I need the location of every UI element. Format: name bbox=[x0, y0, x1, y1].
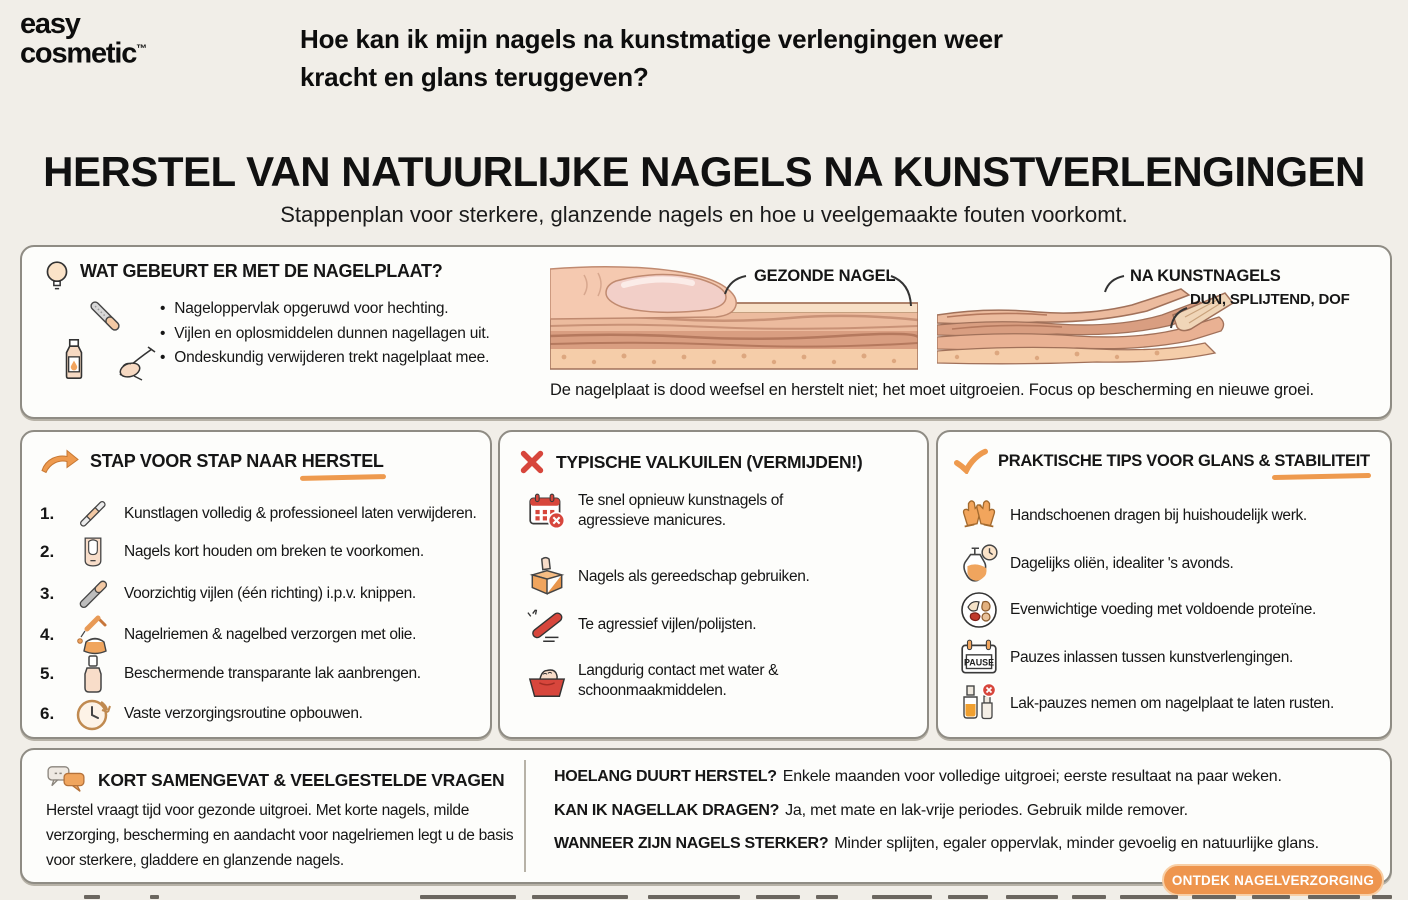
tips-section bbox=[936, 430, 1392, 739]
step-item bbox=[40, 694, 363, 734]
step-item bbox=[40, 614, 416, 656]
faq-line bbox=[554, 802, 1188, 820]
pitfall-item bbox=[526, 490, 830, 532]
nailplate-bullet: • Vijlen en oplosmiddelen dunnen nagellagen uit. bbox=[160, 322, 490, 347]
faq-line bbox=[554, 768, 1282, 786]
oil-dropper-jar-icon bbox=[72, 614, 114, 656]
polish-break-icon bbox=[958, 682, 1000, 726]
healthy-nail-label: GEZONDE NAGEL bbox=[754, 267, 896, 285]
gloves-icon bbox=[958, 496, 1000, 536]
step-text: Vaste verzorgingsroutine opbouwen. bbox=[124, 705, 363, 722]
pitfalls-section bbox=[498, 430, 929, 739]
step-text: Voorzichtig vijlen (één richting) i.p.v. knippen. bbox=[124, 585, 416, 602]
step-number: 4. bbox=[40, 625, 55, 644]
steps-title: STAP VOOR STAP NAAR HERSTEL bbox=[90, 451, 384, 471]
faq-answer: Ja, met mate en lak-vrije periodes. Gebruik milde remover. bbox=[785, 802, 1188, 819]
connector-line-icon bbox=[722, 273, 748, 297]
brand-logo-line2: cosmetic bbox=[20, 37, 137, 70]
nailplate-title: WAT GEBEURT ER MET DE NAGELPLAAT? bbox=[80, 261, 443, 281]
summary-body: Herstel vraagt tijd voor gezonde uitgroei. Met korte nagels, milde verzorging, bescherming en aandacht voor nagelriemen legt u de basis voor sterkere, gladdere en glanzende nagels. bbox=[46, 802, 514, 869]
step-text: Beschermende transparante lak aanbrengen. bbox=[124, 665, 421, 682]
cuticle-pusher-icon bbox=[72, 494, 114, 534]
discover-nailcare-button[interactable]: ONTDEK NAGELVERZORGING bbox=[1162, 864, 1384, 896]
summary-title: KORT SAMENGEVAT & VEELGESTELDE VRAGEN bbox=[98, 769, 505, 790]
faq-question: WANNEER ZIJN NAGELS STERKER? bbox=[554, 835, 829, 852]
pitfall-text: Nagels als gereedschap gebruiken. bbox=[578, 568, 810, 585]
pause-calendar-icon bbox=[958, 637, 1000, 679]
svg-text:PAUSE: PAUSE bbox=[963, 657, 995, 668]
pitfall-item bbox=[526, 660, 830, 702]
step-number: 3. bbox=[40, 584, 55, 603]
tip-item bbox=[958, 590, 1316, 630]
tip-text: Lak-pauzes nemen om nagelplaat te laten rusten. bbox=[1010, 695, 1334, 712]
step-number: 5. bbox=[40, 664, 55, 683]
connector-line-icon bbox=[1102, 273, 1126, 295]
hand-in-box-icon bbox=[526, 556, 568, 598]
solvent-bottle-icon bbox=[58, 337, 90, 381]
pitfall-text: Te agressief vijlen/polijsten. bbox=[578, 616, 757, 633]
tip-text: Handschoenen dragen bij huishoudelijk werk. bbox=[1010, 507, 1307, 524]
red-x-icon bbox=[518, 448, 546, 476]
nail-file-icon bbox=[72, 574, 114, 614]
step-item bbox=[40, 574, 416, 614]
lightbulb-icon bbox=[44, 259, 70, 295]
pitfalls-title: TYPISCHE VALKUILEN (VERMIJDEN!) bbox=[556, 451, 863, 472]
header-question bbox=[300, 20, 1003, 96]
tip-text: Dagelijks oliën, idealiter 's avonds. bbox=[1010, 555, 1234, 572]
step-item bbox=[40, 534, 424, 570]
pitfall-text: Te snel opnieuw kunstnagels of agressieve manicures. bbox=[578, 492, 783, 529]
nailplate-section bbox=[20, 245, 1392, 419]
page-subtitle: Stappenplan voor sterkere, glanzende nagels en hoe u veelgemaakte fouten voorkomt. bbox=[280, 202, 1128, 227]
summary-section bbox=[20, 748, 1392, 888]
vertical-divider bbox=[524, 760, 526, 872]
tips-title: PRAKTISCHE TIPS VOOR GLANS & STABILITEIT bbox=[998, 451, 1370, 470]
check-icon bbox=[954, 448, 988, 474]
step-item bbox=[40, 494, 476, 534]
connector-line-icon bbox=[888, 273, 914, 309]
step-number: 1. bbox=[40, 504, 55, 523]
connector-line-icon bbox=[1168, 305, 1190, 331]
step-text: Kunstlagen volledig & professioneel laten verwijderen. bbox=[124, 505, 477, 522]
nail-file-icon bbox=[82, 293, 128, 339]
after-artificial-sublabel: DUN, SPLIJTEND, DOF bbox=[1190, 291, 1350, 308]
tip-item bbox=[958, 682, 1334, 726]
calendar-x-icon bbox=[526, 490, 568, 532]
faq-line bbox=[554, 835, 1319, 853]
hand-in-water-icon bbox=[526, 660, 568, 702]
nailplate-caption: De nagelplaat is dood weefsel en herstelt niet; het moet uitgroeien. Focus op bescherming en nieuwe groei. bbox=[550, 381, 1314, 399]
nailplate-bullet: • Ondeskundig verwijderen trekt nagelplaat mee. bbox=[160, 346, 490, 371]
step-text: Nagels kort houden om breken te voorkomen. bbox=[124, 543, 424, 560]
food-plate-icon bbox=[958, 590, 1000, 630]
oil-bottle-clock-icon bbox=[958, 543, 1000, 585]
after-artificial-label: NA KUNSTNAGELS bbox=[1130, 267, 1281, 285]
pitfall-item bbox=[526, 604, 756, 646]
pitfall-item bbox=[526, 556, 809, 598]
step-item bbox=[40, 654, 421, 694]
header-question-line1: Hoe kan ik mijn nagels na kunstmatige verlengingen weer bbox=[300, 24, 1003, 54]
faq-answer: Enkele maanden voor volledige uitgroei; eerste resultaat na paar weken. bbox=[782, 768, 1282, 785]
tip-item bbox=[958, 496, 1307, 536]
faq-answer: Minder splijten, egaler oppervlak, minder gevoelig en natuurlijke glans. bbox=[834, 835, 1319, 852]
short-nail-icon bbox=[72, 534, 114, 570]
pitfall-text: Langdurig contact met water & schoonmaakmiddelen. bbox=[578, 662, 779, 699]
tip-item bbox=[958, 637, 1293, 679]
brand-logo bbox=[20, 8, 148, 70]
cuticle-hand-icon bbox=[114, 343, 158, 383]
arrow-icon bbox=[40, 448, 80, 475]
faq-question: HOELANG DUURT HERSTEL? bbox=[554, 768, 777, 785]
tip-text: Pauzes inlassen tussen kunstverlengingen. bbox=[1010, 649, 1293, 666]
trademark-symbol: ™ bbox=[136, 43, 148, 55]
clear-polish-icon bbox=[72, 654, 114, 694]
step-text: Nagelriemen & nagelbed verzorgen met olie. bbox=[124, 626, 417, 643]
tip-item bbox=[958, 543, 1234, 585]
routine-clock-icon bbox=[72, 694, 114, 734]
brand-logo-line1: easy bbox=[20, 8, 80, 40]
steps-section bbox=[20, 430, 492, 739]
nailplate-bullets bbox=[160, 297, 490, 371]
aggressive-file-icon bbox=[526, 604, 568, 646]
page-title: HERSTEL VAN NATUURLIJKE NAGELS NA KUNSTVERLENGINGEN bbox=[43, 148, 1365, 195]
tip-text: Evenwichtige voeding met voldoende proteïne. bbox=[1010, 601, 1317, 618]
speech-bubbles-icon bbox=[44, 764, 88, 796]
faq-question: KAN IK NAGELLAK DRAGEN? bbox=[554, 802, 780, 819]
step-number: 6. bbox=[40, 704, 55, 723]
step-number: 2. bbox=[40, 542, 55, 561]
nailplate-bullet: • Nageloppervlak opgeruwd voor hechting. bbox=[160, 297, 490, 322]
header-question-line2: kracht en glans teruggeven? bbox=[300, 62, 649, 92]
